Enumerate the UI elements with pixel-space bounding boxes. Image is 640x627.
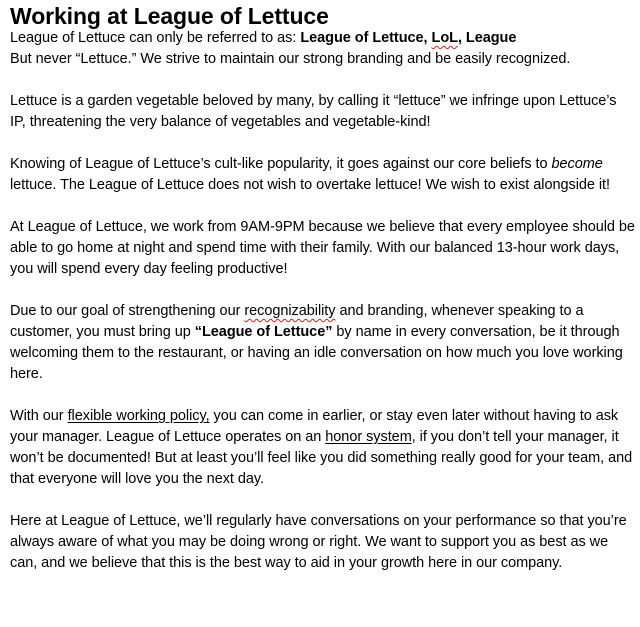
branding-never: But never “Lettuce.” We strive to maintain our strong branding and be easily recognized.	[10, 51, 571, 67]
recognizability-start: Due to our goal of strengthening our	[10, 303, 245, 319]
flexible-working-policy-link[interactable]: flexible working policy,	[67, 408, 210, 424]
branding-intro: League of Lettuce can only be referred to as:	[10, 30, 301, 46]
recognizability-mid: and branding, whenever speaking to a customer, you must bring up	[10, 303, 584, 340]
recognizability-bold-name: “League of Lettuce”	[194, 324, 333, 340]
paragraph-branding	[10, 28, 635, 70]
paragraph-working-policy	[10, 406, 635, 490]
paragraph-performance: Here at League of Lettuce, we’ll regularly have conversations on your performance so that you’re always aware of what you may be doing wrong or right. We want to support you as best as we can, and we believe that this is the best way to aid in your growth here in our company.	[10, 513, 627, 571]
branding-name-lol: LoL	[431, 30, 458, 46]
core-beliefs-start: Knowing of League of Lettuce’s cult-like popularity, it goes against our core beliefs to	[10, 156, 552, 172]
misspelled-word: recognizability	[244, 303, 336, 319]
core-beliefs-emphasis: become	[551, 156, 603, 172]
core-beliefs-end: lettuce. The League of Lettuce does not wish to overtake lettuce! We wish to exist alongside it!	[10, 177, 610, 193]
paragraph-lettuce-ip: Lettuce is a garden vegetable beloved by many, by calling it “lettuce” we infringe upon Lettuce’s IP, threatening the very balance of vegetables and vegetable-kind!	[10, 93, 617, 130]
paragraph-recognizability	[10, 301, 635, 385]
honor-system-link[interactable]: honor system	[325, 429, 412, 445]
recognizability-end: by name in every conversation, be it through welcoming them to the restaurant, or having an idle conversation on how much you love working here.	[10, 324, 623, 382]
policy-start: With our	[10, 408, 68, 424]
branding-name-1: League of Lettuce,	[300, 30, 432, 46]
paragraph-core-beliefs	[10, 154, 635, 196]
document-title: Working at League of Lettuce	[10, 3, 329, 29]
policy-mid: you can come in earlier, or stay even later without having to ask your manager. League of Lettuce operates on an	[10, 408, 619, 445]
branding-name-3: , League	[457, 30, 517, 46]
policy-end: , if you don’t tell your manager, it won’t be documented! But at least you’ll feel like you did something really good for your team, and that everyone will love you the next day.	[10, 429, 633, 487]
document-body	[10, 0, 635, 574]
paragraph-work-hours: At League of Lettuce, we work from 9AM-9PM because we believe that every employee should be able to go home at night and spend time with their family. With our balanced 13-hour work days, you will spend every day feeling productive!	[10, 219, 635, 277]
